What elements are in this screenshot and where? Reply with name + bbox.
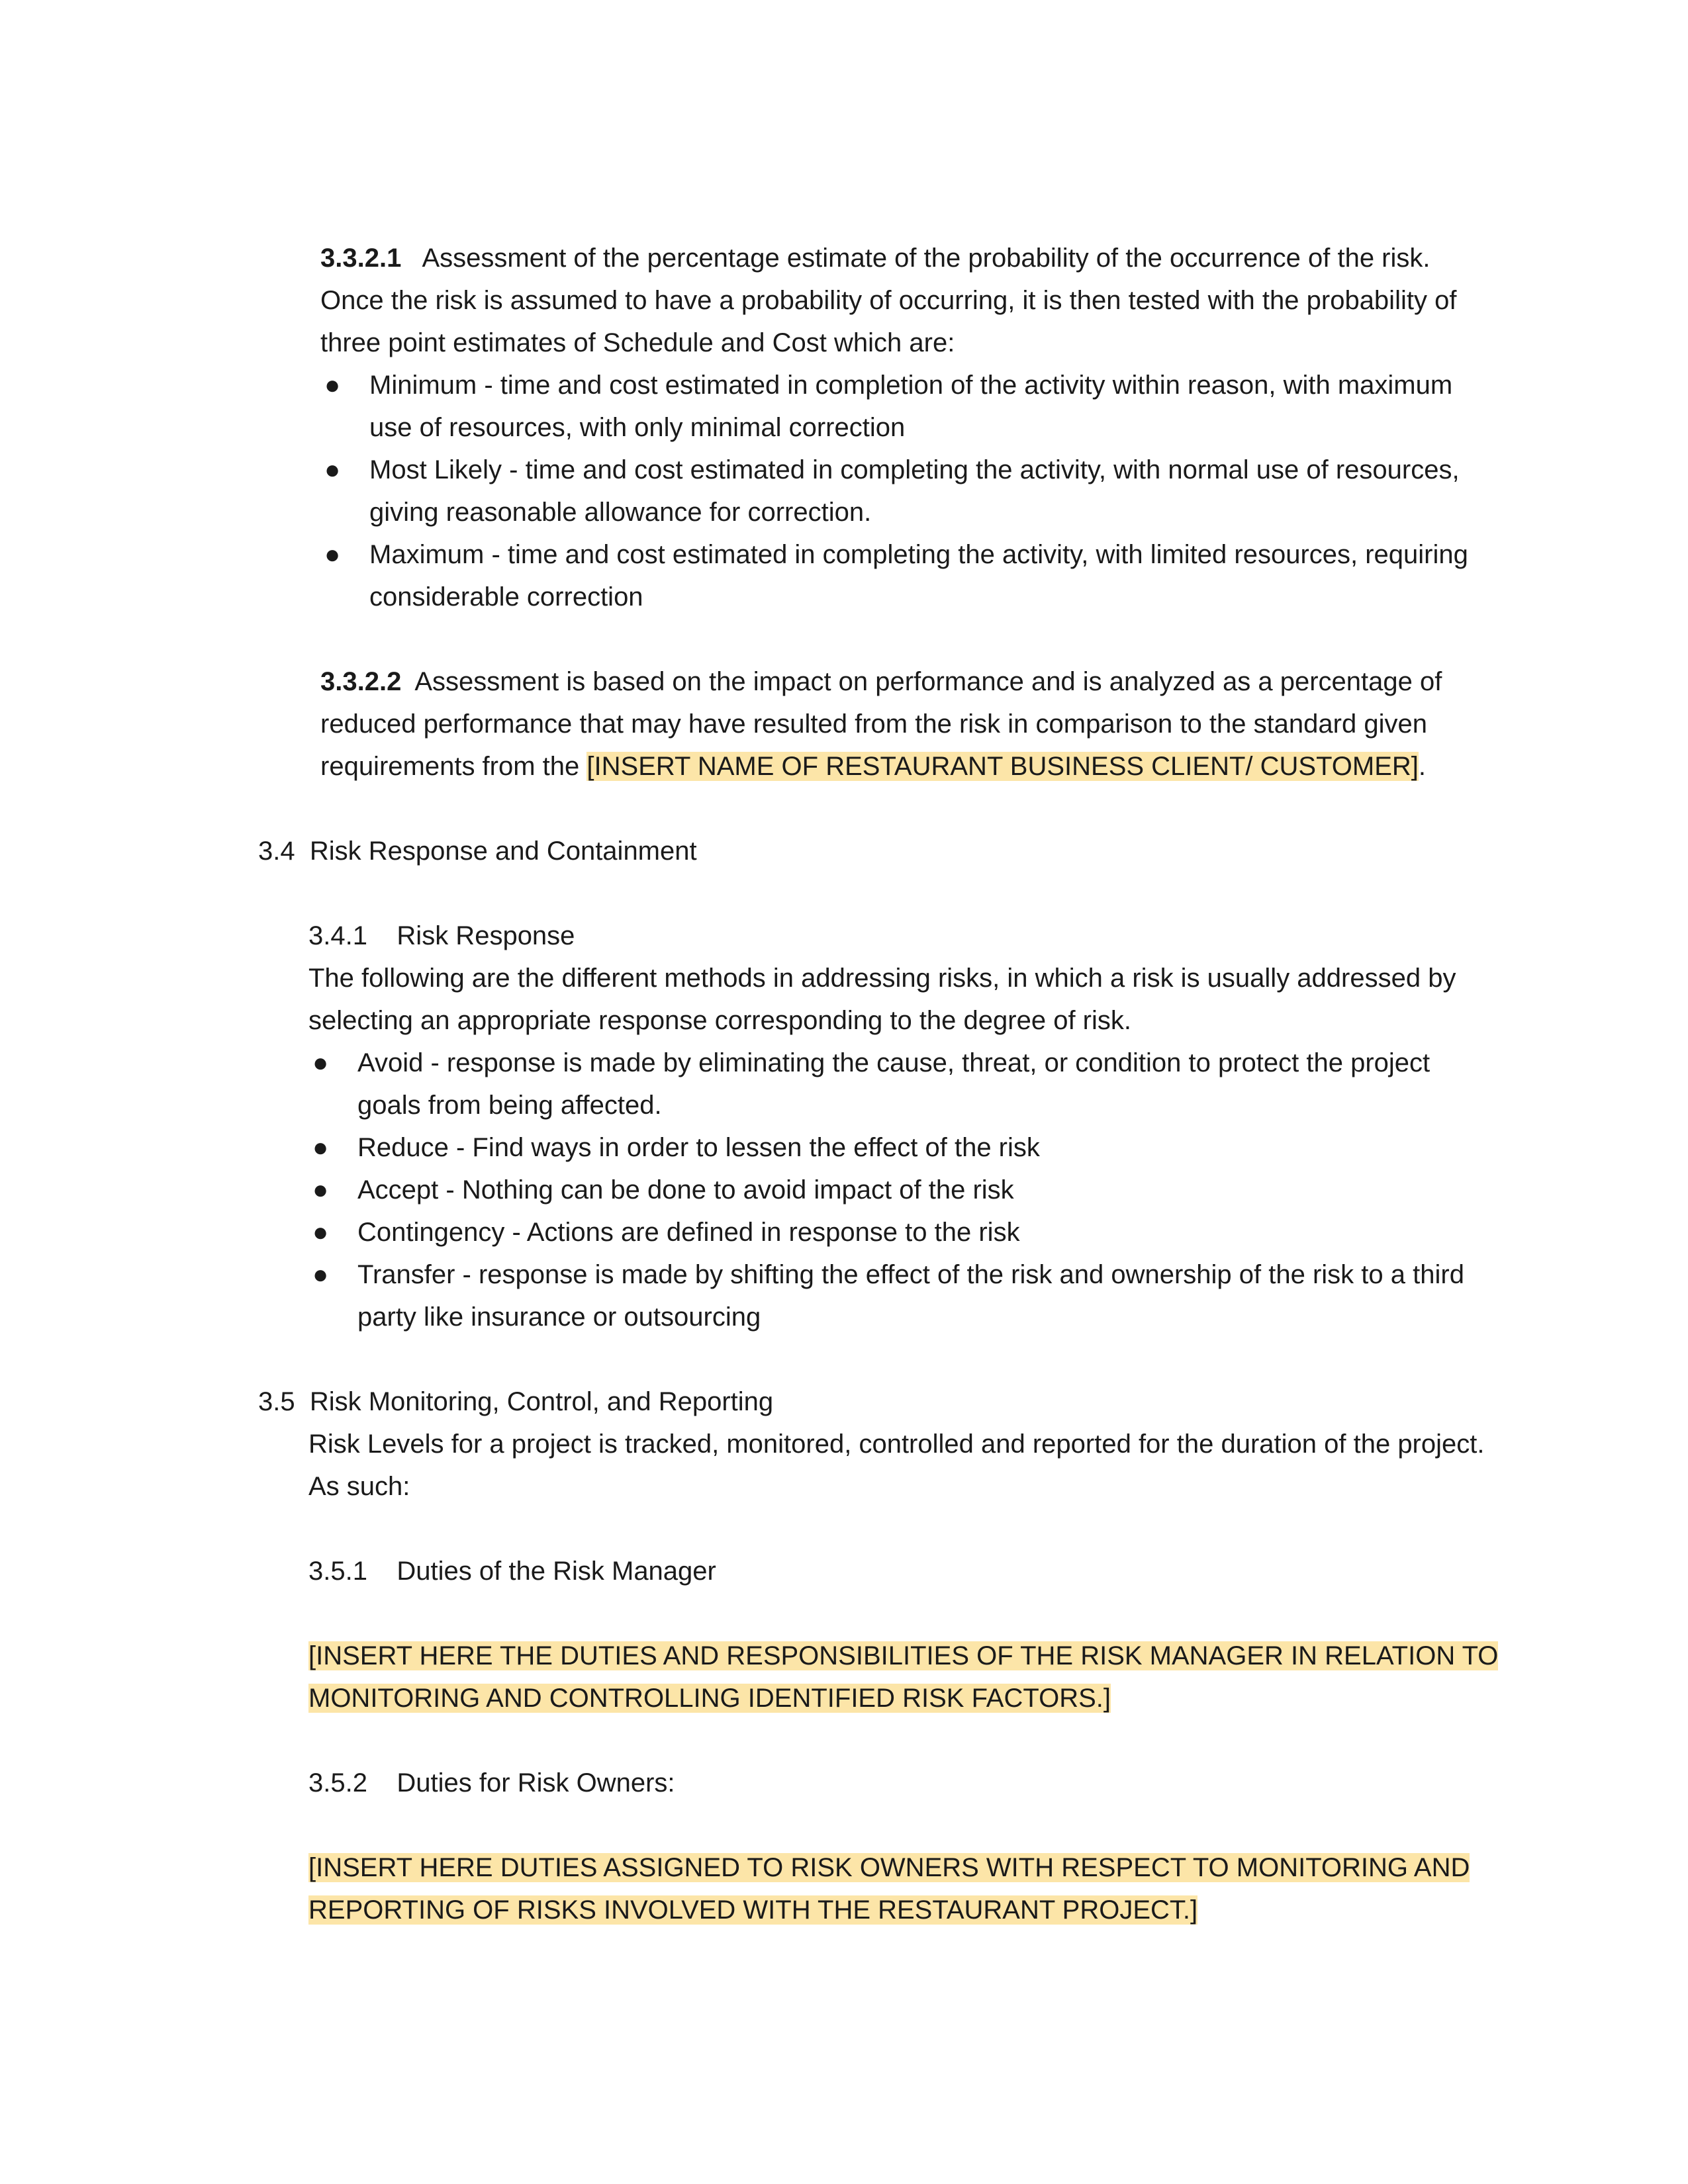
list-item xyxy=(308,1253,1487,1338)
section-title: Duties for Risk Owners: xyxy=(397,1768,675,1797)
section-3-4-1-intro xyxy=(308,957,1487,1042)
bullet-icon: ● xyxy=(324,540,341,569)
section-number: 3.3.2.2 xyxy=(320,667,402,696)
section-3-4-heading xyxy=(258,830,697,872)
section-3-4-1-heading xyxy=(308,915,575,957)
section-text: Assessment is based on the impact on performance and is analyzed as a percentage of reduced performance that may have resulted from the risk in comparison to the standard given requirements from the xyxy=(320,667,1442,781)
section-text: Assessment of the percentage estimate of the probability of the occurrence of the risk. Once the risk is assumed to have a probability of occurring, it is then tested with the probability of three point estimates of Schedule and Cost which are: xyxy=(320,244,1457,357)
section-title: Risk Response xyxy=(397,921,575,950)
list-item-text: Avoid - response is made by eliminating the cause, threat, or condition to protect the project goals from being affected. xyxy=(357,1048,1430,1120)
bullet-icon: ● xyxy=(312,1260,329,1289)
section-number: 3.3.2.1 xyxy=(320,244,402,273)
list-item-text: Contingency - Actions are defined in response to the risk xyxy=(357,1218,1020,1247)
list-item-text: Minimum - time and cost estimated in completion of the activity within reason, with maximum use of resources, with only minimal correction xyxy=(369,371,1453,442)
section-number: 3.5 xyxy=(258,1387,295,1416)
list-item xyxy=(320,449,1485,533)
section-3-5-heading xyxy=(258,1381,773,1423)
section-number: 3.4.1 xyxy=(308,921,367,950)
list-item xyxy=(308,1169,1487,1211)
list-item-text: Reduce - Find ways in order to lessen the effect of the risk xyxy=(357,1133,1040,1162)
risk-response-list xyxy=(308,1042,1487,1338)
list-item-text: Maximum - time and cost estimated in completing the activity, with limited resources, requiring considerable correction xyxy=(369,540,1468,612)
section-number: 3.5.1 xyxy=(308,1557,367,1586)
list-item xyxy=(320,533,1485,618)
risk-manager-duties-placeholder xyxy=(308,1635,1500,1719)
list-item xyxy=(308,1211,1487,1253)
section-title: Risk Response and Containment xyxy=(309,837,697,866)
section-title: Risk Monitoring, Control, and Reporting xyxy=(309,1387,774,1416)
bullet-icon: ● xyxy=(312,1175,329,1205)
bullet-icon: ● xyxy=(312,1133,329,1162)
placeholder-line: [INSERT HERE DUTIES ASSIGNED TO RISK OWNERS WITH RESPECT TO MONITORING AND xyxy=(308,1853,1470,1882)
client-name-placeholder: [INSERT NAME OF RESTAURANT BUSINESS CLIENT/ CUSTOMER] xyxy=(586,752,1419,781)
section-number: 3.5.2 xyxy=(308,1768,367,1797)
intro-paragraph: Risk Levels for a project is tracked, monitored, controlled and reported for the duration of the project. As such: xyxy=(308,1430,1485,1501)
section-3-5-intro xyxy=(308,1423,1487,1508)
sentence-end: . xyxy=(1418,752,1427,781)
bullet-icon: ● xyxy=(324,455,341,484)
placeholder-line: [INSERT HERE THE DUTIES AND RESPONSIBILITIES OF THE RISK MANAGER IN RELATION TO xyxy=(308,1641,1499,1670)
section-3-3-2-1-paragraph xyxy=(320,237,1485,364)
risk-owner-duties-placeholder xyxy=(308,1846,1500,1931)
list-item-text: Most Likely - time and cost estimated in completing the activity, with normal use of resources, giving reasonable allowance for correction. xyxy=(369,455,1460,527)
bullet-icon: ● xyxy=(312,1218,329,1247)
placeholder-line: MONITORING AND CONTROLLING IDENTIFIED RISK FACTORS.] xyxy=(308,1684,1111,1713)
list-item xyxy=(320,364,1485,449)
list-item xyxy=(308,1126,1487,1169)
section-3-3-2-2-paragraph xyxy=(320,660,1485,788)
placeholder-line: REPORTING OF RISKS INVOLVED WITH THE RESTAURANT PROJECT.] xyxy=(308,1895,1198,1925)
bullet-icon: ● xyxy=(324,371,341,400)
list-item-text: Accept - Nothing can be done to avoid impact of the risk xyxy=(357,1175,1014,1205)
intro-paragraph: The following are the different methods in addressing risks, in which a risk is usually addressed by selecting an appropriate response corresponding to the degree of risk. xyxy=(308,964,1456,1035)
section-number: 3.4 xyxy=(258,837,295,866)
section-3-3-2-2 xyxy=(320,660,1485,788)
three-point-estimates-list xyxy=(320,364,1485,618)
section-3-5-2-heading xyxy=(308,1762,675,1804)
section-3-5-1-heading xyxy=(308,1550,716,1592)
bullet-icon: ● xyxy=(312,1048,329,1077)
list-item-text: Transfer - response is made by shifting the effect of the risk and ownership of the risk to a third party like insurance or outsourcing xyxy=(357,1260,1464,1332)
section-title: Duties of the Risk Manager xyxy=(397,1557,716,1586)
list-item xyxy=(308,1042,1487,1126)
section-3-3-2-1 xyxy=(320,237,1485,364)
